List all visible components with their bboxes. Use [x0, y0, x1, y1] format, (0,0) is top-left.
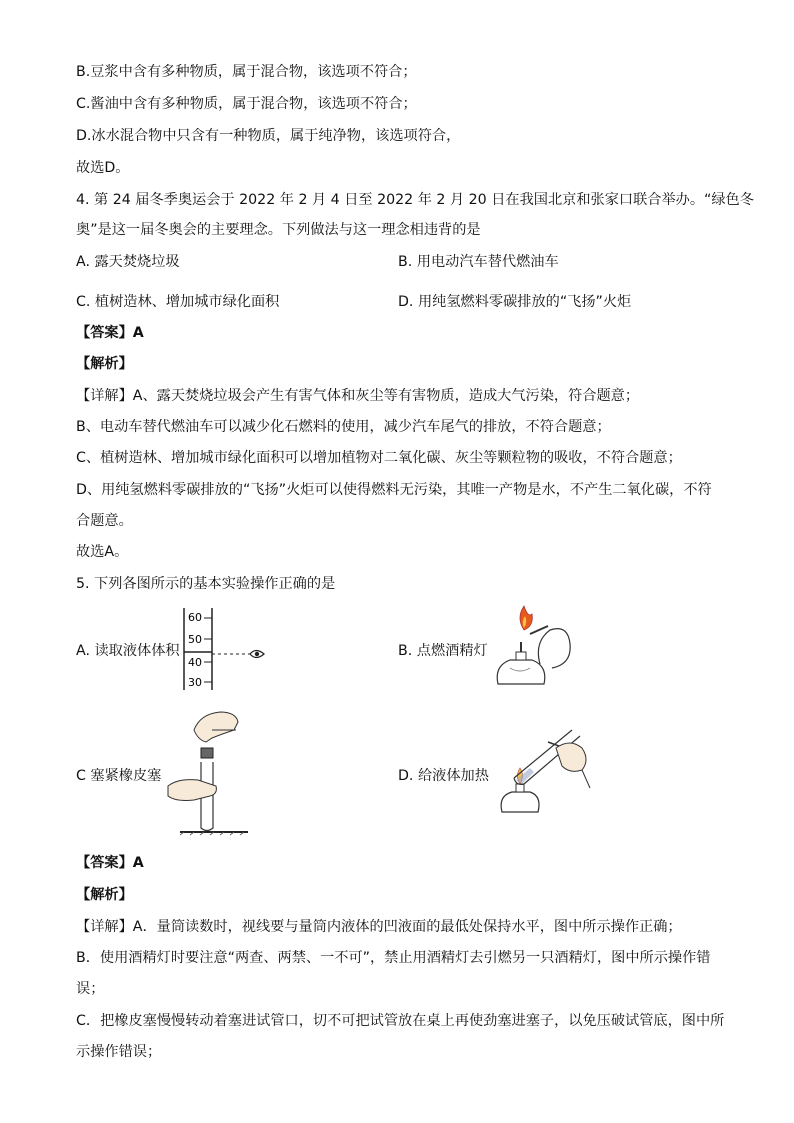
cylinder-tick-50: 50 — [188, 633, 202, 646]
cylinder-tick-40: 40 — [188, 656, 202, 669]
q4-detail-line-3: C、植树造林、增加城市绿化面积可以增加植物对二氧化碳、灰尘等颗粒物的吸收，不符合题意； — [76, 450, 682, 466]
q5-option-d: D. 给液体加热 — [398, 768, 489, 784]
q4-detail-line-2: B、电动车替代燃油车可以减少化石燃料的使用，减少汽车尾气的排放，不符合题意； — [76, 419, 611, 435]
prev-answer-line-c: C.酱油中含有多种物质，属于混合物，该选项不符合； — [76, 96, 417, 112]
q4-option-a: A. 露天焚烧垃圾 — [76, 254, 180, 270]
q5-detail-line-1: 【详解】A．量筒读数时，视线要与量筒内液体的凹液面的最低处保持水平，图中所示操作正确； — [76, 919, 682, 935]
prev-answer-line-b: B.豆浆中含有多种物质，属于混合物，该选项不符合； — [76, 64, 417, 80]
q4-detail-line-1: 【详解】A、露天焚烧垃圾会产生有害气体和灰尘等有害物质，造成大气污染，符合题意； — [76, 388, 640, 404]
q5-option-c: C 塞紧橡皮塞 — [76, 768, 162, 784]
q4-analysis-label: 【解析】 — [76, 356, 133, 372]
graduated-cylinder-figure — [180, 606, 270, 692]
q5-stem: 5. 下列各图所示的基本实验操作正确的是 — [76, 576, 336, 592]
flame-icon — [520, 606, 532, 630]
q4-option-c: C. 植树造林、增加城市绿化面积 — [76, 294, 280, 310]
q5-option-b: B. 点燃酒精灯 — [398, 643, 488, 659]
hand-icon — [556, 743, 586, 771]
cylinder-tick-30: 30 — [188, 676, 202, 689]
alcohol-lamp-lighting-figure — [490, 604, 580, 692]
q5-option-a: A. 读取液体体积 — [76, 643, 180, 659]
q5-detail-line-5: 示操作错误； — [76, 1044, 162, 1060]
cylinder-tick-60: 60 — [188, 611, 202, 624]
q4-detail-line-5: 合题意。 — [76, 513, 133, 529]
prev-answer-line-d: D.冰水混合物中只含有一种物质，属于纯净物，该选项符合， — [76, 128, 461, 144]
q4-stem-line-2: 奥”是这一届冬奥会的主要理念。下列做法与这一理念相违背的是 — [76, 222, 481, 238]
q4-answer-label: 【答案】A — [76, 325, 144, 341]
q4-option-d: D. 用纯氢燃料零碳排放的“飞扬”火炬 — [398, 294, 632, 310]
top-hand-icon — [194, 712, 238, 742]
prev-answer-conclusion: 故选D。 — [76, 160, 130, 176]
heating-liquid-figure — [490, 726, 600, 822]
q5-detail-line-2: B．使用酒精灯时要注意“两查、两禁、一不可”，禁止用酒精灯去引燃另一只酒精灯，图中所示操作错 — [76, 950, 711, 966]
q5-analysis-label: 【解析】 — [76, 887, 133, 903]
q5-answer-label: 【答案】A — [76, 855, 144, 871]
stopper-test-tube-figure — [164, 708, 260, 836]
q4-stem-line-1: 4. 第 24 届冬季奥运会于 2022 年 2 月 4 日至 2022 年 2 月 20 日在我国北京和张家口联合举办。“绿色冬 — [76, 192, 754, 208]
q5-detail-line-3: 误； — [76, 981, 105, 997]
q4-option-b: B. 用电动汽车替代燃油车 — [398, 254, 559, 270]
q4-conclusion: 故选A。 — [76, 544, 129, 560]
q5-detail-line-4: C．把橡皮塞慢慢转动着塞进试管口，切不可把试管放在桌上再使劲塞进塞子，以免压破试管底，图中所 — [76, 1013, 725, 1029]
q4-detail-line-4: D、用纯氢燃料零碳排放的“飞扬”火炬可以使得燃料无污染，其唯一产物是水，不产生二氧化碳，不符 — [76, 482, 712, 498]
